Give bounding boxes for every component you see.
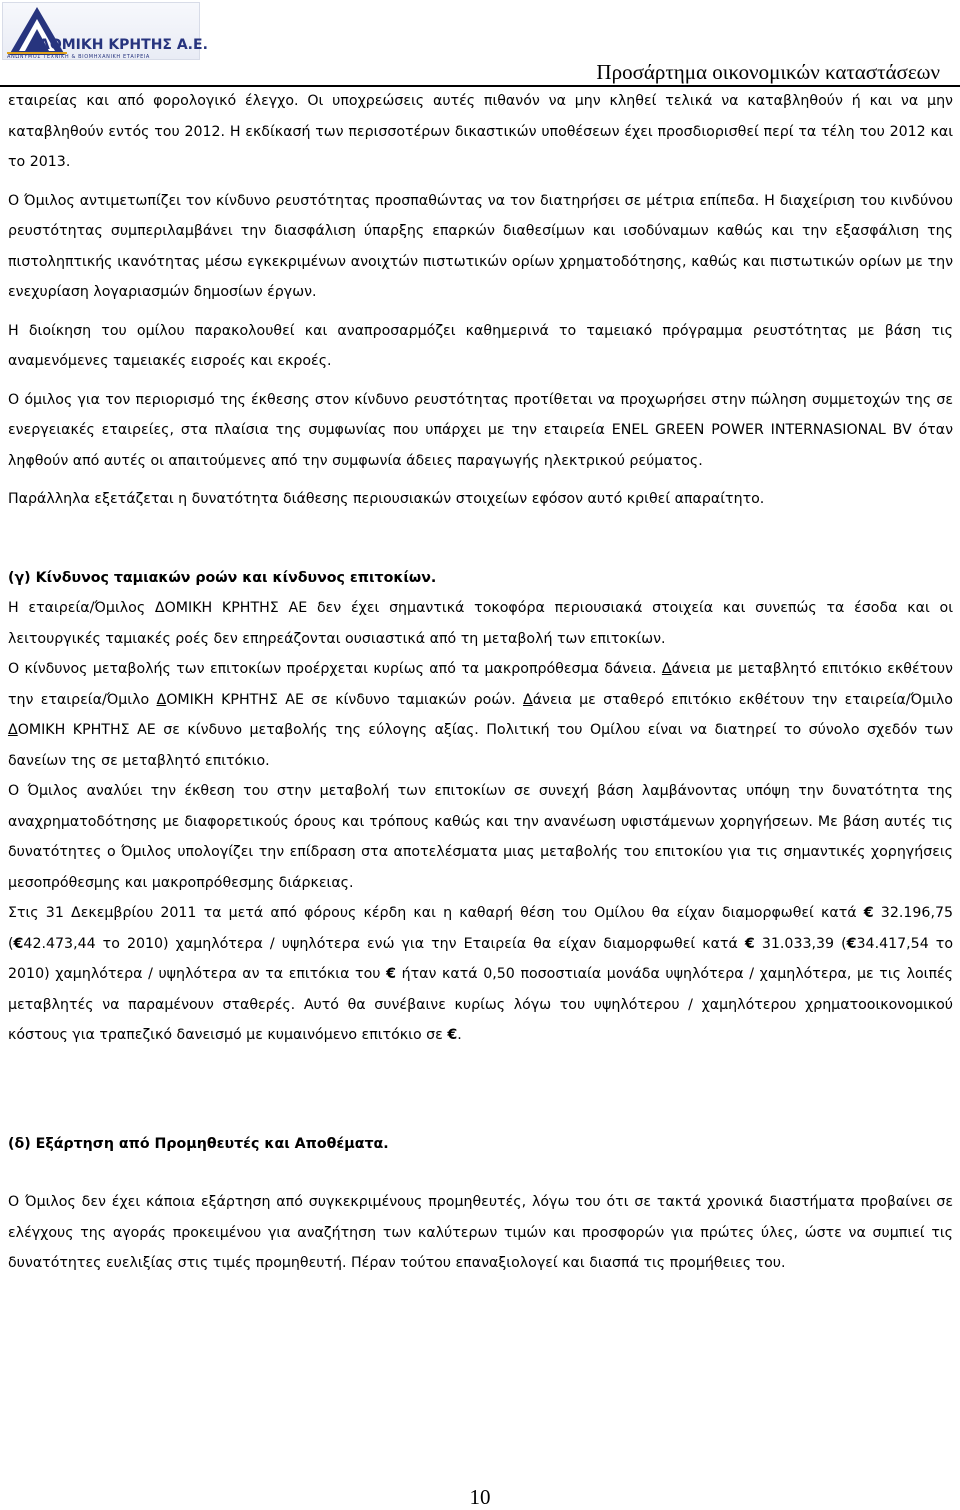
logo-tagline: ΑΝΩΝΥΜΟΣ ΤΕΧΝΙΚΗ & ΒΙΟΜΗΧΑΝΙΚΗ ΕΤΑΙΡΕΙΑ: [7, 54, 150, 60]
paragraph-liabilities: εταιρείας και από φορολογικό έλεγχο. Οι υποχρεώσεις αυτές πιθανόν να μην κληθεί τελικά να καταβληθούν ή και να μην καταβληθούν εντός του 2012. Η εκδίκασή των περισσοτέρων δικαστικών υποθέσεων έχει προσδιορισθεί περί τα τέλη του 2012 και το 2013.: [8, 93, 953, 170]
document-body: [8, 86, 953, 1279]
paragraph-energy-sale: Ο όμιλος για τον περιορισμό της έκθεσης στον κίνδυνο ρευστότητας προτίθεται να προχωρήσει στην πώληση συμμετοχών της σε ενεργειακές εταιρείες, στα πλαίσια της συμφωνίας που υπάρχει με την εταιρεία ENEL GREEN POWER INTERNASIONAL BV όταν ληφθούν από αυτές οι απαιτούμενες από την συμφωνία άδειες παραγωγής ηλεκτρικού ρεύματος.: [8, 391, 953, 469]
euro-icon: €: [13, 935, 24, 952]
section-heading-suppliers: (δ) Εξάρτηση από Προμηθευτές και Αποθέματα.: [8, 1135, 389, 1152]
logo-company-name: ΔΟΜΙΚΗ ΚΡΗΤΗΣ Α.Ε.: [39, 37, 208, 53]
euro-icon: €: [863, 905, 874, 921]
paragraph-interest-rate-change: Ο κίνδυνος μεταβολής των επιτοκίων προέρχεται κυρίως από τα μακροπρόθεσμα δάνεια. Δάνεια με μεταβλητό επιτόκιο εκθέτουν την εταιρεία/Όμιλο ΔΟΜΙΚΗ ΚΡΗΤΗΣ ΑΕ σε κίνδυνο ταμιακών ροών. Δάνεια με σταθερό επιτόκιο εκθέτουν την εταιρεία/Όμιλο ΔΟΜΙΚΗ ΚΡΗΤΗΣ ΑΕ σε κίνδυνο μεταβολής της εύλογης αξίας. Πολιτική του Ομίλου είναι να διατηρεί το σύνολο σχεδόν των δανείων της σε μεταβλητό επιτόκιο.: [8, 661, 953, 769]
paragraph-asset-disposal: Παράλληλα εξετάζεται η δυνατότητα διάθεσης περιουσιακών στοιχείων εφόσον αυτό κριθεί απαραίτητο.: [8, 491, 765, 507]
euro-icon: €: [744, 935, 755, 952]
paragraph-sensitivity: Στις 31 Δεκεμβρίου 2011 τα μετά από φόρους κέρδη και η καθαρή θέση του Ομίλου θα είχαν διαμορφωθεί κατά € 32.196,75 (€42.473,44 το 2010) χαμηλότερα / υψηλότερα ενώ για την Εταιρεία θα είχαν διαμορφωθεί κατά € 31.033,39 (€34.417,54 το 2010) χαμηλότερα / υψηλότερα αν τα επιτόκια του € ήταν κατά 0,50 ποσοστιαία μονάδα υψηλότερα / χαμηλότερα, με τις λοιπές μεταβλητές να παραμένουν σταθερές. Αυτό θα συνέβαινε κυρίως λόγω του υψηλότερου / χαμηλότερου χρηματοοικονομικού κόστους για τραπεζικό δανεισμό με κυμαινόμενο επιτόκιο σε €.: [8, 905, 954, 1043]
paragraph-exposure-analysis: Ο Όμιλος αναλύει την έκθεση του στην μεταβολή των επιτοκίων σε συνεχή βάση λαμβάνοντας υπόψη την δυνατότητα της αναχρηματοδότησης με διαφορετικούς όρους και τρόπους καθώς και την ανανέωση υφιστάμενων χορηγήσεων. Με βάση αυτές τις δυνατότητες ο Όμιλος υπολογίζει την επίδραση στα αποτελέσματα μιας μεταβολής του επιτοκίου για τις σημαντικές χορηγήσεις μεσοπρόθεσμης και μακροπρόθεσμης διάρκειας.: [8, 783, 953, 891]
euro-icon: €: [447, 1027, 458, 1043]
euro-icon: €: [846, 935, 857, 952]
paragraph-liquidity-risk: Ο Όμιλος αντιμετωπίζει τον κίνδυνο ρευστότητας προσπαθώντας να τον διατηρήσει σε μέτρια επίπεδα. Η διαχείριση του κινδύνου ρευστότητας συμπεριλαμβάνει την διασφάλιση ύπαρξης επαρκών διαθεσίμων και ισοδύναμων καθώς και την εξασφάλιση της πιστοληπτικής ικανότητας μέσω εγκεκριμένων ανοιχτών πιστωτικών ορίων χρηματοδότησης, καθώς και πιστωτικών ορίων με την ενεχυρίαση λογαριασμών δημοσίων έργων.: [8, 192, 953, 300]
section-heading-cash-flow-risk: (γ) Κίνδυνος ταμιακών ροών και κίνδυνος επιτοκίων.: [8, 569, 437, 586]
page-number: 10: [469, 1485, 491, 1509]
paragraph-cash-program: Η διοίκηση του ομίλου παρακολουθεί και αναπροσαρμόζει καθημερινά το ταμειακό πρόγραμμα ρευστότητας με βάση τις αναμενόμενες ταμειακές εισροές και εκροές.: [8, 322, 953, 369]
euro-icon: €: [386, 966, 396, 982]
paragraph-suppliers: Ο Όμιλος δεν έχει κάποια εξάρτηση από συγκεκριμένους προμηθευτές, λόγω του ότι σε τακτά χρονικά διαστήματα προβαίνει σε ελέγχους της αγοράς προκειμένου για αναζήτηση των καλύτερων τιμών και προσφορών για πρώτες ύλες, ώστε να συμπιεί τις δυνατότητες ευελιξίας στις τιμές προμηθευτή. Πέραν τούτου επαναξιολογεί και διασπά τις προμήθειες του.: [8, 1194, 953, 1271]
company-logo: [2, 2, 208, 60]
paragraph-interest-bearing: Η εταιρεία/Όμιλος ΔΟΜΙΚΗ ΚΡΗΤΗΣ ΑΕ δεν έχει σημαντικά τοκοφόρα περιουσιακά στοιχεία και συνεπώς τα έσοδα και οι λειτουργικές ταμιακές ροές δεν επηρεάζονται ουσιαστικά από τη μεταβολή των επιτοκίων.: [8, 600, 953, 647]
page-header-title: Προσάρτημα οικονομικών καταστάσεων: [596, 60, 940, 84]
